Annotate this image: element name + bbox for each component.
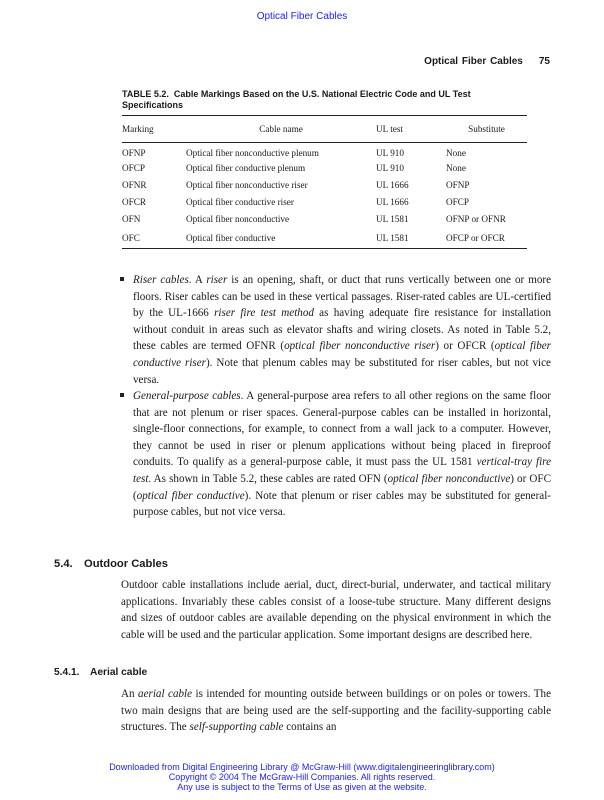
section-title: Aerial cable xyxy=(90,667,148,678)
emphasis: optical fiber conductive xyxy=(136,489,245,502)
section-title: Outdoor Cables xyxy=(84,558,168,570)
table-cell: None xyxy=(446,163,466,173)
text-run: ). Note that plenum or riser cables may be substituted for general-purpose cables, but not vice versa. xyxy=(133,489,552,519)
section-heading-5-4-1 xyxy=(54,667,147,678)
cable-markings-table xyxy=(122,115,527,249)
table-cell: OFNR xyxy=(122,180,147,190)
table-cell: OFCR xyxy=(122,197,147,207)
paragraph-outdoor-cables: Outdoor cable installations include aerial, duct, direct-burial, underwater, and tactical military applications. Invariably these cables consist of a loose-tube structure. Many different designs and sizes of outdoor cables are available depending on the physical environment in which the cable will be used and the particular application. Some important designs are described here. xyxy=(121,579,551,641)
table-cell: Optical fiber nonconductive riser xyxy=(186,180,308,190)
footer xyxy=(0,762,604,792)
table-cell: Optical fiber nonconductive xyxy=(186,214,290,224)
table-cell: UL 1666 xyxy=(376,197,409,207)
table-row xyxy=(122,143,527,160)
footer-copyright: Copyright © 2004 The McGraw-Hill Companies. All rights reserved. xyxy=(168,772,436,782)
table-cell: OFNP xyxy=(446,180,470,190)
table-cell: Optical fiber conductive xyxy=(186,232,276,243)
section-heading-5-4 xyxy=(54,558,168,570)
table-cell: OFCP xyxy=(122,163,145,173)
paragraph-aerial-cable xyxy=(121,686,551,736)
table-cell: None xyxy=(446,148,466,159)
emphasis: riser fire test method xyxy=(214,307,314,320)
table-header-row xyxy=(122,116,527,143)
footer-download-link[interactable]: Downloaded from Digital Engineering Library @ McGraw-Hill (www.digitalengineeringlibrary.com) xyxy=(109,762,495,772)
footer-terms-link[interactable]: Any use is subject to the Terms of Use as given at the website. xyxy=(177,782,427,792)
emphasis: vertical-tray fire test xyxy=(133,456,552,485)
table-number: TABLE 5.2. xyxy=(122,89,169,99)
text-run: is intended for mounting outside between buildings or on poles or towers. The two main designs that are being used are the self-supporting and the facility-supporting cable structures. The xyxy=(121,688,551,734)
column-header: Substitute xyxy=(468,124,505,134)
column-header: Cable name xyxy=(259,124,303,134)
section-number: 5.4. xyxy=(54,558,73,570)
table-row xyxy=(122,160,527,177)
table-caption-text: Cable Markings Based on the U.S. National Electric Code and UL Test Specifications xyxy=(122,89,471,110)
bullet-general-purpose-cables xyxy=(133,388,551,521)
table-cell: OFNP or OFNR xyxy=(446,214,506,224)
emphasis: optical fiber nonconductive riser xyxy=(284,340,436,353)
table-cell: OFC xyxy=(122,232,140,243)
table-cell: Optical fiber conductive plenum xyxy=(186,163,306,173)
table-caption xyxy=(122,89,522,111)
text-run: as having adequate fire resistance for installation without conduit in areas such as elevator shafts and wiring closets. As noted in Table 5.2, these cables are termed OFNR ( xyxy=(133,307,551,353)
text-run: An xyxy=(121,688,139,700)
running-title: Optical Fiber Cables xyxy=(424,56,523,67)
bullet-marker xyxy=(120,277,124,281)
table-cell: Optical fiber nonconductive plenum xyxy=(186,148,319,159)
table-cell: UL 910 xyxy=(376,148,404,159)
bullet-term: Riser cables xyxy=(133,274,189,286)
bullet-marker xyxy=(120,393,124,397)
text-run: ) or OFC ( xyxy=(133,472,551,502)
emphasis: optical fiber nonconductive xyxy=(387,472,511,485)
table-row xyxy=(122,177,527,194)
table-cell: UL 1666 xyxy=(376,180,409,190)
text-run: ) or OFCR ( xyxy=(435,340,495,353)
text-run: contains an xyxy=(283,721,337,734)
top-link[interactable]: Optical Fiber Cables xyxy=(256,11,348,22)
section-number: 5.4.1. xyxy=(54,667,80,678)
emphasis: riser xyxy=(206,274,228,286)
table-row xyxy=(122,228,527,249)
table-cell: Optical fiber conductive riser xyxy=(186,197,294,207)
text-run: ). Note that plenum cables may be substituted for riser cables, but not vice versa. xyxy=(133,356,551,386)
column-header: Marking xyxy=(122,124,154,134)
table-cell: UL 1581 xyxy=(376,214,409,224)
page-number: 75 xyxy=(538,56,550,67)
text-run: is an opening, shaft, or duct that runs vertically between one or more floors. Riser cables can be used in these vertical passages. Riser-rated cables are UL-certified by the UL-1666 xyxy=(133,274,551,320)
bullet-riser-cables xyxy=(133,272,551,388)
running-head xyxy=(424,56,550,67)
table-cell: OFNP xyxy=(122,148,146,159)
emphasis: optical fiber conductive riser xyxy=(133,340,551,369)
emphasis: self-supporting cable xyxy=(189,721,284,734)
column-header: UL test xyxy=(376,124,403,134)
text-run: . A xyxy=(188,274,207,286)
table-cell: UL 910 xyxy=(376,163,404,173)
emphasis: aerial cable xyxy=(138,688,193,700)
table-row xyxy=(122,194,527,211)
text-run: . As shown in Table 5.2, these cables are rated OFN ( xyxy=(148,472,388,485)
table-cell: OFN xyxy=(122,214,141,224)
table-cell: UL 1581 xyxy=(376,232,409,243)
table-cell: OFCP or OFCR xyxy=(446,232,505,243)
table-cell: OFCP xyxy=(446,197,469,207)
table-row xyxy=(122,211,527,228)
bullet-term: General-purpose cables xyxy=(133,390,241,402)
text-run: . A general-purpose area refers to all other regions on the same floor that are not plenum or riser spaces. General-purpose cables can be installed in horizontal, single-floor connections, for example, to connect from a wall jack to a computer. However, they cannot be used in riser or plenum applications without being placed in fireproof conduits. To qualify as a general-purpose cable, it must pass the UL 1581 xyxy=(133,390,551,469)
